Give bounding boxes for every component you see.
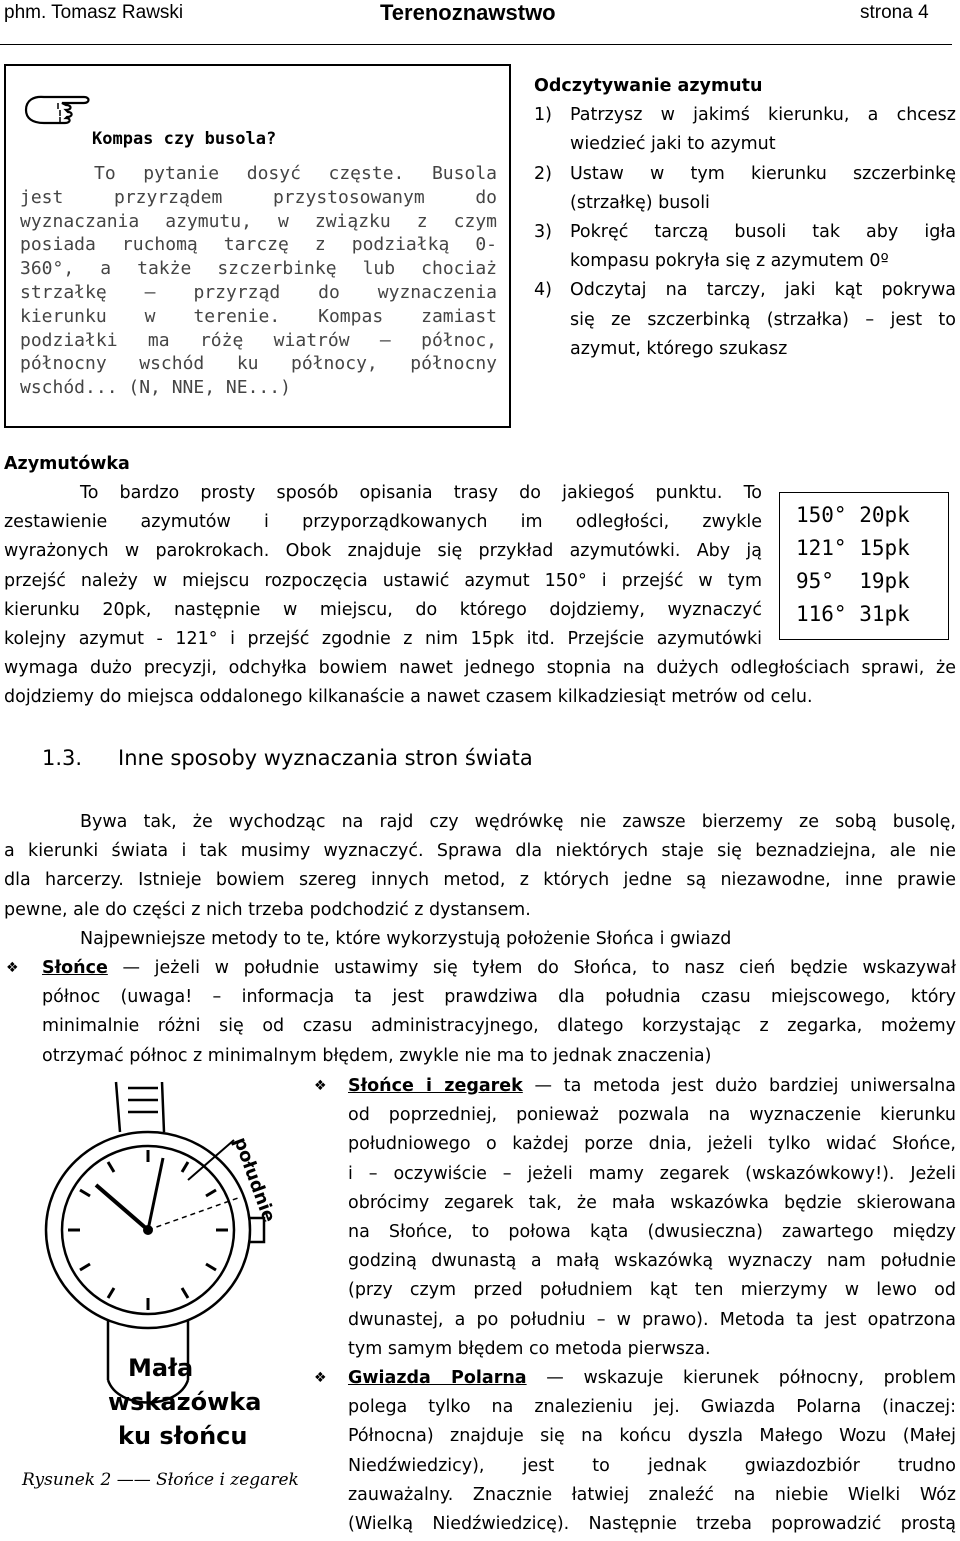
reading-item [534,101,956,159]
polarna-dash: — [546,1368,564,1388]
slonce-term: Słońce [42,958,108,978]
reading-item [534,218,956,276]
label-poludnie: południe [229,1134,280,1226]
reading-item-line: się ze szczerbinką (strzałka) – jest to [570,309,956,330]
slonce-dash: — [122,958,140,978]
polarna-first: wskazuje kierunek północny, problem [583,1368,956,1388]
slonce-first: jeżeli w południe ustawimy się tyłem do Słońca, to nasz cień będzie wskazywał [154,958,956,978]
polarna-paragraph [348,1364,956,1539]
zegarek-line: południowego o każdej porze dnia, jeżeli tylko widać Słońce, [348,1134,956,1155]
zegarek-first: ta metoda jest dużo bardziej uniwersalna [563,1076,956,1096]
header-title: Terenoznawstwo [380,0,556,25]
compass-line: kierunku w terenie. Kompas zamiast [20,305,497,327]
slonce-first-line [42,954,956,983]
azymutowka-table-row: 121° 15pk [796,536,910,560]
reading-item-line: kompasu pokryła się z azymutem 0º [570,251,889,272]
intro-text [4,808,956,954]
azymutowka-title: Azymutówka [4,454,130,474]
zegarek-line: obrócimy zegarek tak, że mała wskazówka będzie skierowana [348,1192,956,1213]
azymutowka-line: To bardzo prosty sposób opisania trasy do jakiegoś punktu. To [80,483,762,503]
section-title: Inne sposoby wyznaczania stron świata [118,746,533,770]
label-hand-line: Mała [128,1354,194,1382]
zegarek-line: godziną dwunastą a małą wskazówką wyznaczy nam południe [348,1251,956,1272]
header-divider [0,44,952,45]
reading-section [534,72,956,364]
reading-item-num: 1) [534,105,552,126]
polarna-line: (Wielką Niedźwiedzicę). Następnie trzeba poprowadzić prostą [348,1514,956,1535]
compass-box-text [20,162,497,400]
compass-line: posiada ruchomą tarczę z podziałką 0- [20,234,497,256]
compass-line: To pytanie dosyć częste. Busola [94,163,497,184]
pointing-hand-icon [22,88,102,128]
azymutowka-table-row: 116° 31pk [796,602,910,626]
azymutowka-text-wide [4,654,956,712]
azymutowka-table-row: 150° 20pk [796,503,910,527]
azymutowka-text [4,479,762,654]
polarna-line: zauważalny. Znacznie łatwiej znaleźć na niebie Wielki Wóz [348,1484,956,1505]
azymutowka-line: zestawienie azymutów i przyporządkowanych im odległości, zwykle [4,512,762,533]
zegarek-line: na Słońce, to połowa kąta (dwusieczna) zawartego między [348,1222,956,1243]
slonce-line: minimalnie różni się od czasu administracyjnego, dlatego korzystając z zegarka, możemy [42,1016,956,1037]
compass-line: podziałki ma różę wiatrów – północ, [20,329,497,351]
watch-illustration [38,1080,298,1460]
reading-item-line: Ustaw w tym kierunku szczerbinkę [570,163,956,184]
azymutowka-line: dojdziemy do miejsca oddalonego kilkanaście a nawet czasem kilkadziesiąt metrów od celu. [4,687,813,708]
compass-line: wschód... (N, NNE, NE...) [20,377,291,399]
reading-item-line: Pokręć tarczą busoli tak aby igła [570,222,956,243]
figure-caption: Rysunek 2 —— Słońce i zegarek [22,1470,299,1490]
reading-title: Odczytywanie azymutu [534,76,763,96]
diamond-bullet-icon: ❖ [6,960,19,976]
section-number: 1.3. [42,746,83,770]
azymutowka-line: wymaga dużo precyzji, odchyłka bowiem nawet jednego stopnia na dużych odległościach sprawi, że [4,658,956,678]
diamond-bullet-icon: ❖ [314,1370,327,1386]
diamond-bullet-icon: ❖ [314,1078,327,1094]
reading-item-num: 2) [534,163,552,184]
intro-line: Bywa tak, że wychodząc na rajd czy wędrówkę nie zawsze bierzemy ze sobą busolę, [80,812,956,832]
label-hand-line: ku słońcu [118,1422,248,1450]
reading-item-line: azymut, którego szukasz [570,338,788,359]
reading-item [534,160,956,218]
polarna-line: Niedźwiedzicy), jest to jednak gwiazdozbiór trudno [348,1455,956,1476]
reading-item-line: (strzałkę) busoli [570,192,710,213]
reading-item-line: wiedzieć jaki to azymut [570,134,776,155]
header-author: phm. Tomasz Rawski [4,2,184,23]
header-page: strona 4 [860,2,929,23]
polarna-term: Gwiazda Polarna [348,1368,527,1388]
reading-item-num: 3) [534,222,552,243]
reading-item-line: Patrzysz w jakimś kierunku, a chcesz [570,105,956,126]
intro-line: a kierunki świata i tak musimy wyznaczyć. Sprawa dla niektórych staje się beznadziejna, ale nie [4,841,956,862]
azymutowka-line: wyrażonych w parokrokach. Obok znajduje się przykład azymutówki. Aby ją [4,541,762,562]
polarna-line: Północna) znajduje się na końcu dyszla Małego Wozu (Małej [348,1426,956,1447]
compass-line: 360°, a także szczerbinkę lub chociaż [20,258,497,280]
compass-line: jest przyrządem przystosowanym do [20,186,497,208]
zegarek-paragraph [348,1072,956,1364]
compass-box-title: Kompas czy busola? [92,129,277,149]
slonce-line: otrzymać północ z minimalnym błędem, zwykle nie ma to jednak znaczenia) [42,1045,712,1066]
zegarek-line: (przy czym przed południem kąt ten mierzymy w lewo od [348,1280,956,1301]
azymutowka-line: kierunku 20pk, następnie w miejscu, do którego dojdziemy, wyznaczyć [4,599,762,620]
intro-line: dla harcerzy. Istnieje bowiem szereg innych metod, z których jedne są niezawodne, inne prawie [4,870,956,891]
zegarek-line: i – oczywiście – jeżeli mamy zegarek (wskazówkowy!). Jeżeli [348,1163,956,1184]
reading-item-num: 4) [534,280,552,301]
slonce-paragraph [42,954,956,1071]
zegarek-dash: — [534,1076,552,1096]
intro-line: Najpewniejsze metody to te, które wykorzystują położenie Słońca i gwiazd [80,928,732,949]
polarna-first-line [348,1364,956,1393]
slonce-line: północ (uwaga! – informacja ta jest prawdziwa dla południa czasu miejscowego, który [42,987,956,1008]
zegarek-line: od poprzedniej, ponieważ pozwala na wyznaczenie kierunku [348,1105,956,1126]
zegarek-line: tym samym błędem co metoda pierwsza. [348,1338,711,1359]
reading-item-line: Odczytaj na tarczy, jaki kąt pokrywa [570,280,956,301]
reading-item [534,276,956,364]
azymutowka-line: kolejny azymut - 121° i przejść zgodnie z nim 15pk itd. Przejście azymutówki [4,629,762,650]
intro-line: pewne, ale do części z nich trzeba podchodzić z dystansem. [4,899,531,920]
zegarek-first-line [348,1072,956,1101]
azymutowka-table-row: 95° 19pk [796,569,910,593]
compass-line: strzałkę – przyrząd do wyznaczenia [20,281,497,303]
zegarek-line: dwunastej, a po południu – w prawo). Metoda ta jest opatrzona [348,1309,956,1330]
compass-line: wyznaczania azymutu, w związku z czym [20,210,497,232]
label-hand-line: wskazówka [108,1388,262,1416]
compass-line: północny wschód ku północy, północny [20,353,497,375]
azymutowka-line: przejść należy w miejscu rozpoczęcia ustawić azymut 150° i przejść w tym [4,570,762,591]
azymutowka-table [779,492,949,640]
zegarek-term: Słońce i zegarek [348,1076,523,1096]
polarna-line: polega tylko na znalezieniu jej. Gwiazda Polarna (inaczej: [348,1397,956,1418]
